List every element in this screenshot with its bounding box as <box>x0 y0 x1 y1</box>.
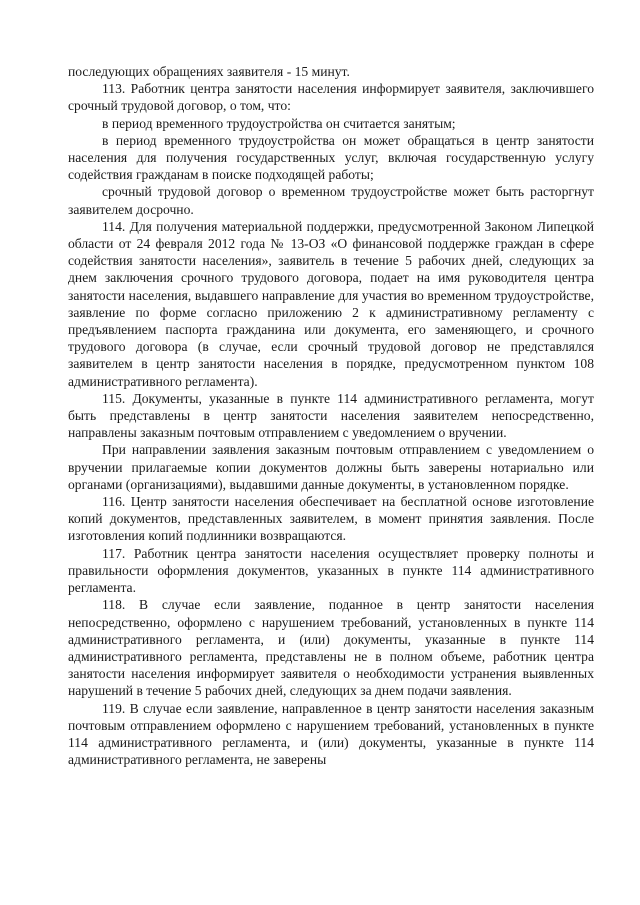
paragraph-continuation: последующих обращениях заявителя - 15 минут. <box>68 64 350 79</box>
paragraph-113-item-1: в период временного трудоустройства он считается занятым; <box>102 115 456 131</box>
paragraph-113-item-3: срочный трудовой договор о временном трудоустройстве может быть расторгнут заявителем досрочно. <box>68 184 594 217</box>
paragraph-118: 118. В случае если заявление, поданное в центр занятости населения непосредственно, оформлено с нарушением требований, установленных в пункте 114 административного регламента, и (или) документы, указанные в пункте 114 административного регламента, представлены не в полном объеме, работник центра занятости населения информирует заявителя о необходимости устранения выявленных нарушений в течение 5 рабочих дней, следующих за днем подачи заявления. <box>68 597 594 699</box>
paragraph-113-item-2: в период временного трудоустройства он может обращаться в центр занятости населения для получения государственных услуг, включая государственную услугу содействия гражданам в поиске подходящей работы; <box>68 132 594 183</box>
paragraph-113: 113. Работник центра занятости населения информирует заявителя, заключившего срочный трудовой договор, о том, что: <box>68 81 594 114</box>
paragraph-114: 114. Для получения материальной поддержки, предусмотренной Законом Липецкой области от 24 февраля 2012 года № 13-ОЗ «О финансовой поддержке граждан в сфере содействия занятости населения», заявитель в течение 5 рабочих дней, следующих за днем заключения срочного трудового договора, подает на имя руководителя центра занятости населения, выдавшего направление для участия во временном трудоустройстве, заявление по форме согласно приложению 2 к административному регламенту с предъявлением паспорта гражданина или документа, его заменяющего, и срочного трудового договора (в случае, если срочный трудовой договор не представлялся заявителем в центр занятости населения в порядке, предусмотренном пунктом 108 административного регламента). <box>68 218 594 389</box>
document-body <box>68 63 594 768</box>
paragraph-117: 117. Работник центра занятости населения осуществляет проверку полноты и правильности оформления документов, указанных в пункте 114 административного регламента. <box>68 545 594 596</box>
paragraph-116: 116. Центр занятости населения обеспечивает на бесплатной основе изготовление копий документов, представленных заявителем, в момент принятия заявления. После изготовления копий подлинники возвращаются. <box>68 494 594 544</box>
paragraph-119: 119. В случае если заявление, направленное в центр занятости населения заказным почтовым отправлением оформлено с нарушением требований, установленных в пункте 114 административного регламента, и (или) документы, указанные в пункте 114 административного регламента, не заверены <box>68 700 594 768</box>
paragraph-115-note: При направлении заявления заказным почтовым отправлением с уведомлением о вручении прилагаемые копии документов должны быть заверены нотариально или органами (организациями), выдавшими данные документы, в установленном порядке. <box>68 442 594 492</box>
paragraph-115: 115. Документы, указанные в пункте 114 административного регламента, могут быть представлены в центр занятости населения заявителем непосредственно, направлены заказным почтовым отправлением с уведомлением о вручении. <box>68 390 594 441</box>
